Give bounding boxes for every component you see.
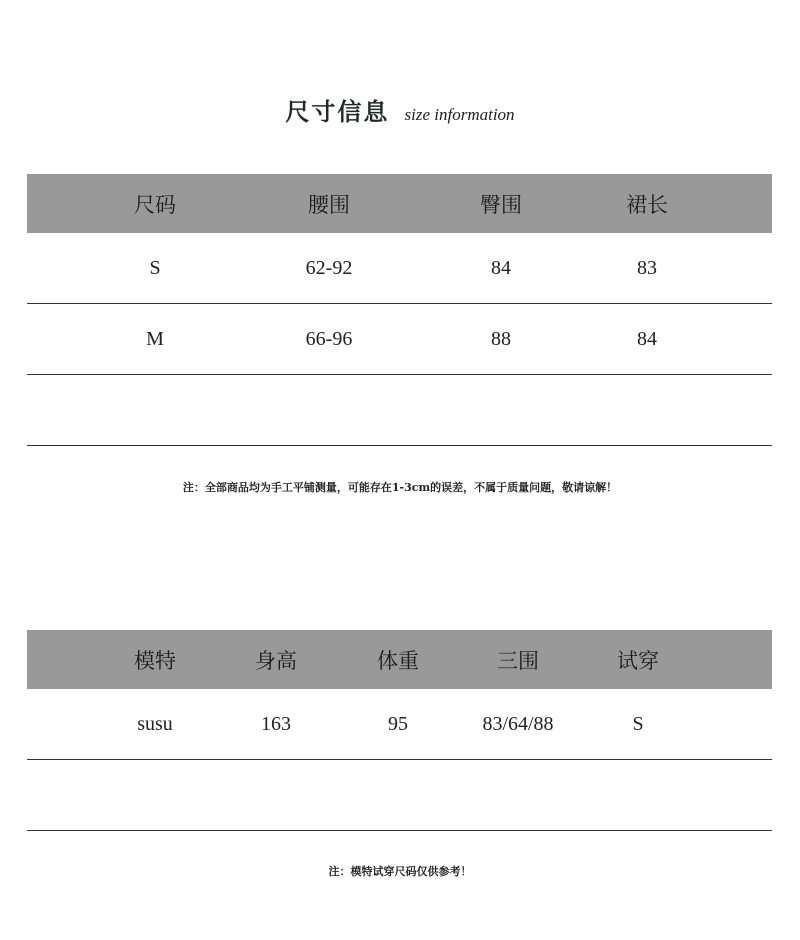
table-row	[27, 760, 772, 831]
header-hip: 臀围	[480, 192, 522, 217]
cell-weight: 95	[388, 712, 408, 735]
header-waist: 腰围	[308, 192, 350, 217]
model-table-header	[27, 630, 772, 689]
cell-waist: 62-92	[305, 256, 353, 279]
cell-size: S	[149, 256, 161, 279]
cell-skirt-length: 83	[637, 256, 657, 279]
size-info-title	[0, 92, 800, 127]
cell-hip: 88	[491, 327, 511, 350]
title-cn: 尺寸信息	[285, 97, 390, 126]
header-try-on: 试穿	[617, 648, 659, 673]
cell-skirt-length: 84	[637, 327, 657, 350]
header-skirt-length: 裙长	[626, 192, 668, 217]
table-row	[27, 304, 772, 375]
table-row	[27, 375, 772, 446]
cell-height: 163	[261, 712, 291, 735]
cell-size: M	[146, 327, 164, 350]
model-table	[27, 630, 772, 831]
header-weight: 体重	[377, 648, 419, 673]
header-measurements: 三围	[497, 648, 539, 673]
header-model: 模特	[134, 648, 176, 673]
size-table-header	[27, 174, 772, 233]
size-table	[27, 174, 772, 446]
cell-waist: 66-96	[305, 327, 353, 350]
table-row	[27, 689, 772, 760]
cell-try-on: S	[632, 712, 644, 735]
cell-model: susu	[137, 712, 173, 735]
header-size: 尺码	[134, 192, 176, 217]
model-note: 注：模特试穿尺码仅供参考！	[328, 865, 472, 878]
table-row	[27, 233, 772, 304]
cell-hip: 84	[491, 256, 511, 279]
header-height: 身高	[255, 648, 297, 673]
measurement-note: 注：全部商品均为手工平铺测量，可能存在1-3cm的误差，不属于质量问题，敬请谅解！	[182, 481, 618, 494]
cell-measurements: 83/64/88	[482, 712, 554, 735]
title-en: size information	[404, 105, 515, 124]
